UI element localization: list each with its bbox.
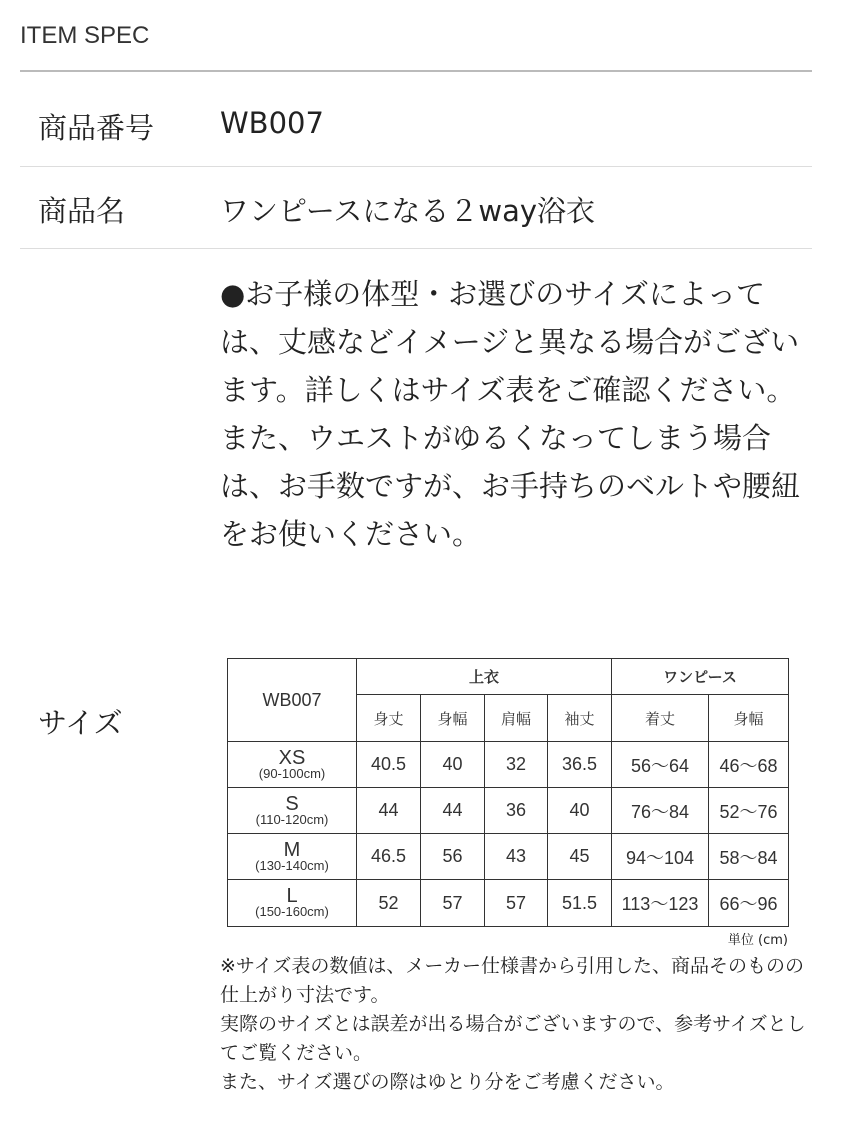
divider (20, 248, 812, 249)
value-cell: 76〜84 (612, 788, 709, 834)
value-cell: 36 (485, 788, 548, 834)
value-cell: 32 (485, 742, 548, 788)
value-cell: 52〜76 (709, 788, 789, 834)
size-cell (228, 880, 357, 927)
value-cell: 57 (421, 880, 485, 927)
column-header: 身幅 (421, 695, 485, 742)
size-cell (228, 742, 357, 788)
size-table (227, 658, 789, 927)
value-cell: 66〜96 (709, 880, 789, 927)
note: また、サイズ選びの際はゆとり分をご考慮ください。 (220, 1071, 675, 1093)
value-cell: 40 (421, 742, 485, 788)
column-header: 着丈 (612, 695, 709, 742)
value-cell: 36.5 (548, 742, 612, 788)
value-cell: 43 (485, 834, 548, 880)
value-cell: 94〜104 (612, 834, 709, 880)
table-row (228, 880, 789, 927)
column-header: 袖丈 (548, 695, 612, 742)
value-cell: 56〜64 (612, 742, 709, 788)
unit-note: 単位 (cm) (727, 933, 788, 948)
value-cell: 40 (548, 788, 612, 834)
product-number-label: 商品番号 (38, 111, 155, 145)
notes (220, 952, 820, 1097)
value-cell: 46.5 (357, 834, 421, 880)
product-name-value: ワンピースになる２way浴衣 (220, 194, 596, 228)
table-row (228, 788, 789, 834)
size-name: M (283, 838, 301, 861)
size-range: (150-160cm) (255, 904, 329, 919)
value-cell: 58〜84 (709, 834, 789, 880)
description (220, 270, 810, 558)
size-cell (228, 788, 357, 834)
value-cell: 44 (357, 788, 421, 834)
value-cell: 52 (357, 880, 421, 927)
divider (20, 70, 812, 72)
group-header: 上衣 (357, 659, 612, 695)
size-range: (110-120cm) (255, 811, 329, 827)
value-cell: 56 (421, 834, 485, 880)
table-corner: WB007 (228, 659, 357, 742)
value-cell: 57 (485, 880, 548, 927)
size-name: L (286, 885, 298, 907)
table-row (228, 834, 789, 880)
size-range: (130-140cm) (255, 857, 329, 873)
column-header: 身丈 (357, 695, 421, 742)
group-header: ワンピース (612, 659, 789, 695)
size-name: S (285, 792, 299, 815)
note: 実際のサイズとは誤差が出る場合がございますので、参考サイズとしてご覧ください。 (220, 1013, 806, 1064)
note: ※サイズ表の数値は、メーカー仕様書から引用した、商品そのものの仕上がり寸法です。 (220, 955, 805, 1006)
column-header: 肩幅 (485, 695, 548, 742)
table-row (228, 742, 789, 788)
column-header: 身幅 (709, 695, 789, 742)
size-label: サイズ (38, 706, 123, 740)
size-range: (90-100cm) (258, 765, 326, 781)
divider (20, 166, 812, 167)
product-name-label: 商品名 (38, 194, 126, 228)
value-cell: 113〜123 (612, 880, 709, 927)
size-name: XS (278, 746, 306, 769)
size-cell (228, 834, 357, 880)
value-cell: 45 (548, 834, 612, 880)
description-paragraph: また、ウエストがゆるくなってしまう場合は、お手数ですが、お手持ちのベルトや腰紐をお使いください。 (220, 421, 801, 551)
value-cell: 40.5 (357, 742, 421, 788)
product-number-value: WB007 (220, 106, 324, 140)
section-title: ITEM SPEC (20, 22, 150, 49)
description-paragraph: ●お子様の体型・お選びのサイズによっては、丈感などイメージと異なる場合がございます。詳しくはサイズ表をご確認ください。 (220, 277, 800, 407)
value-cell: 44 (421, 788, 485, 834)
value-cell: 46〜68 (709, 742, 789, 788)
value-cell: 51.5 (548, 880, 612, 927)
